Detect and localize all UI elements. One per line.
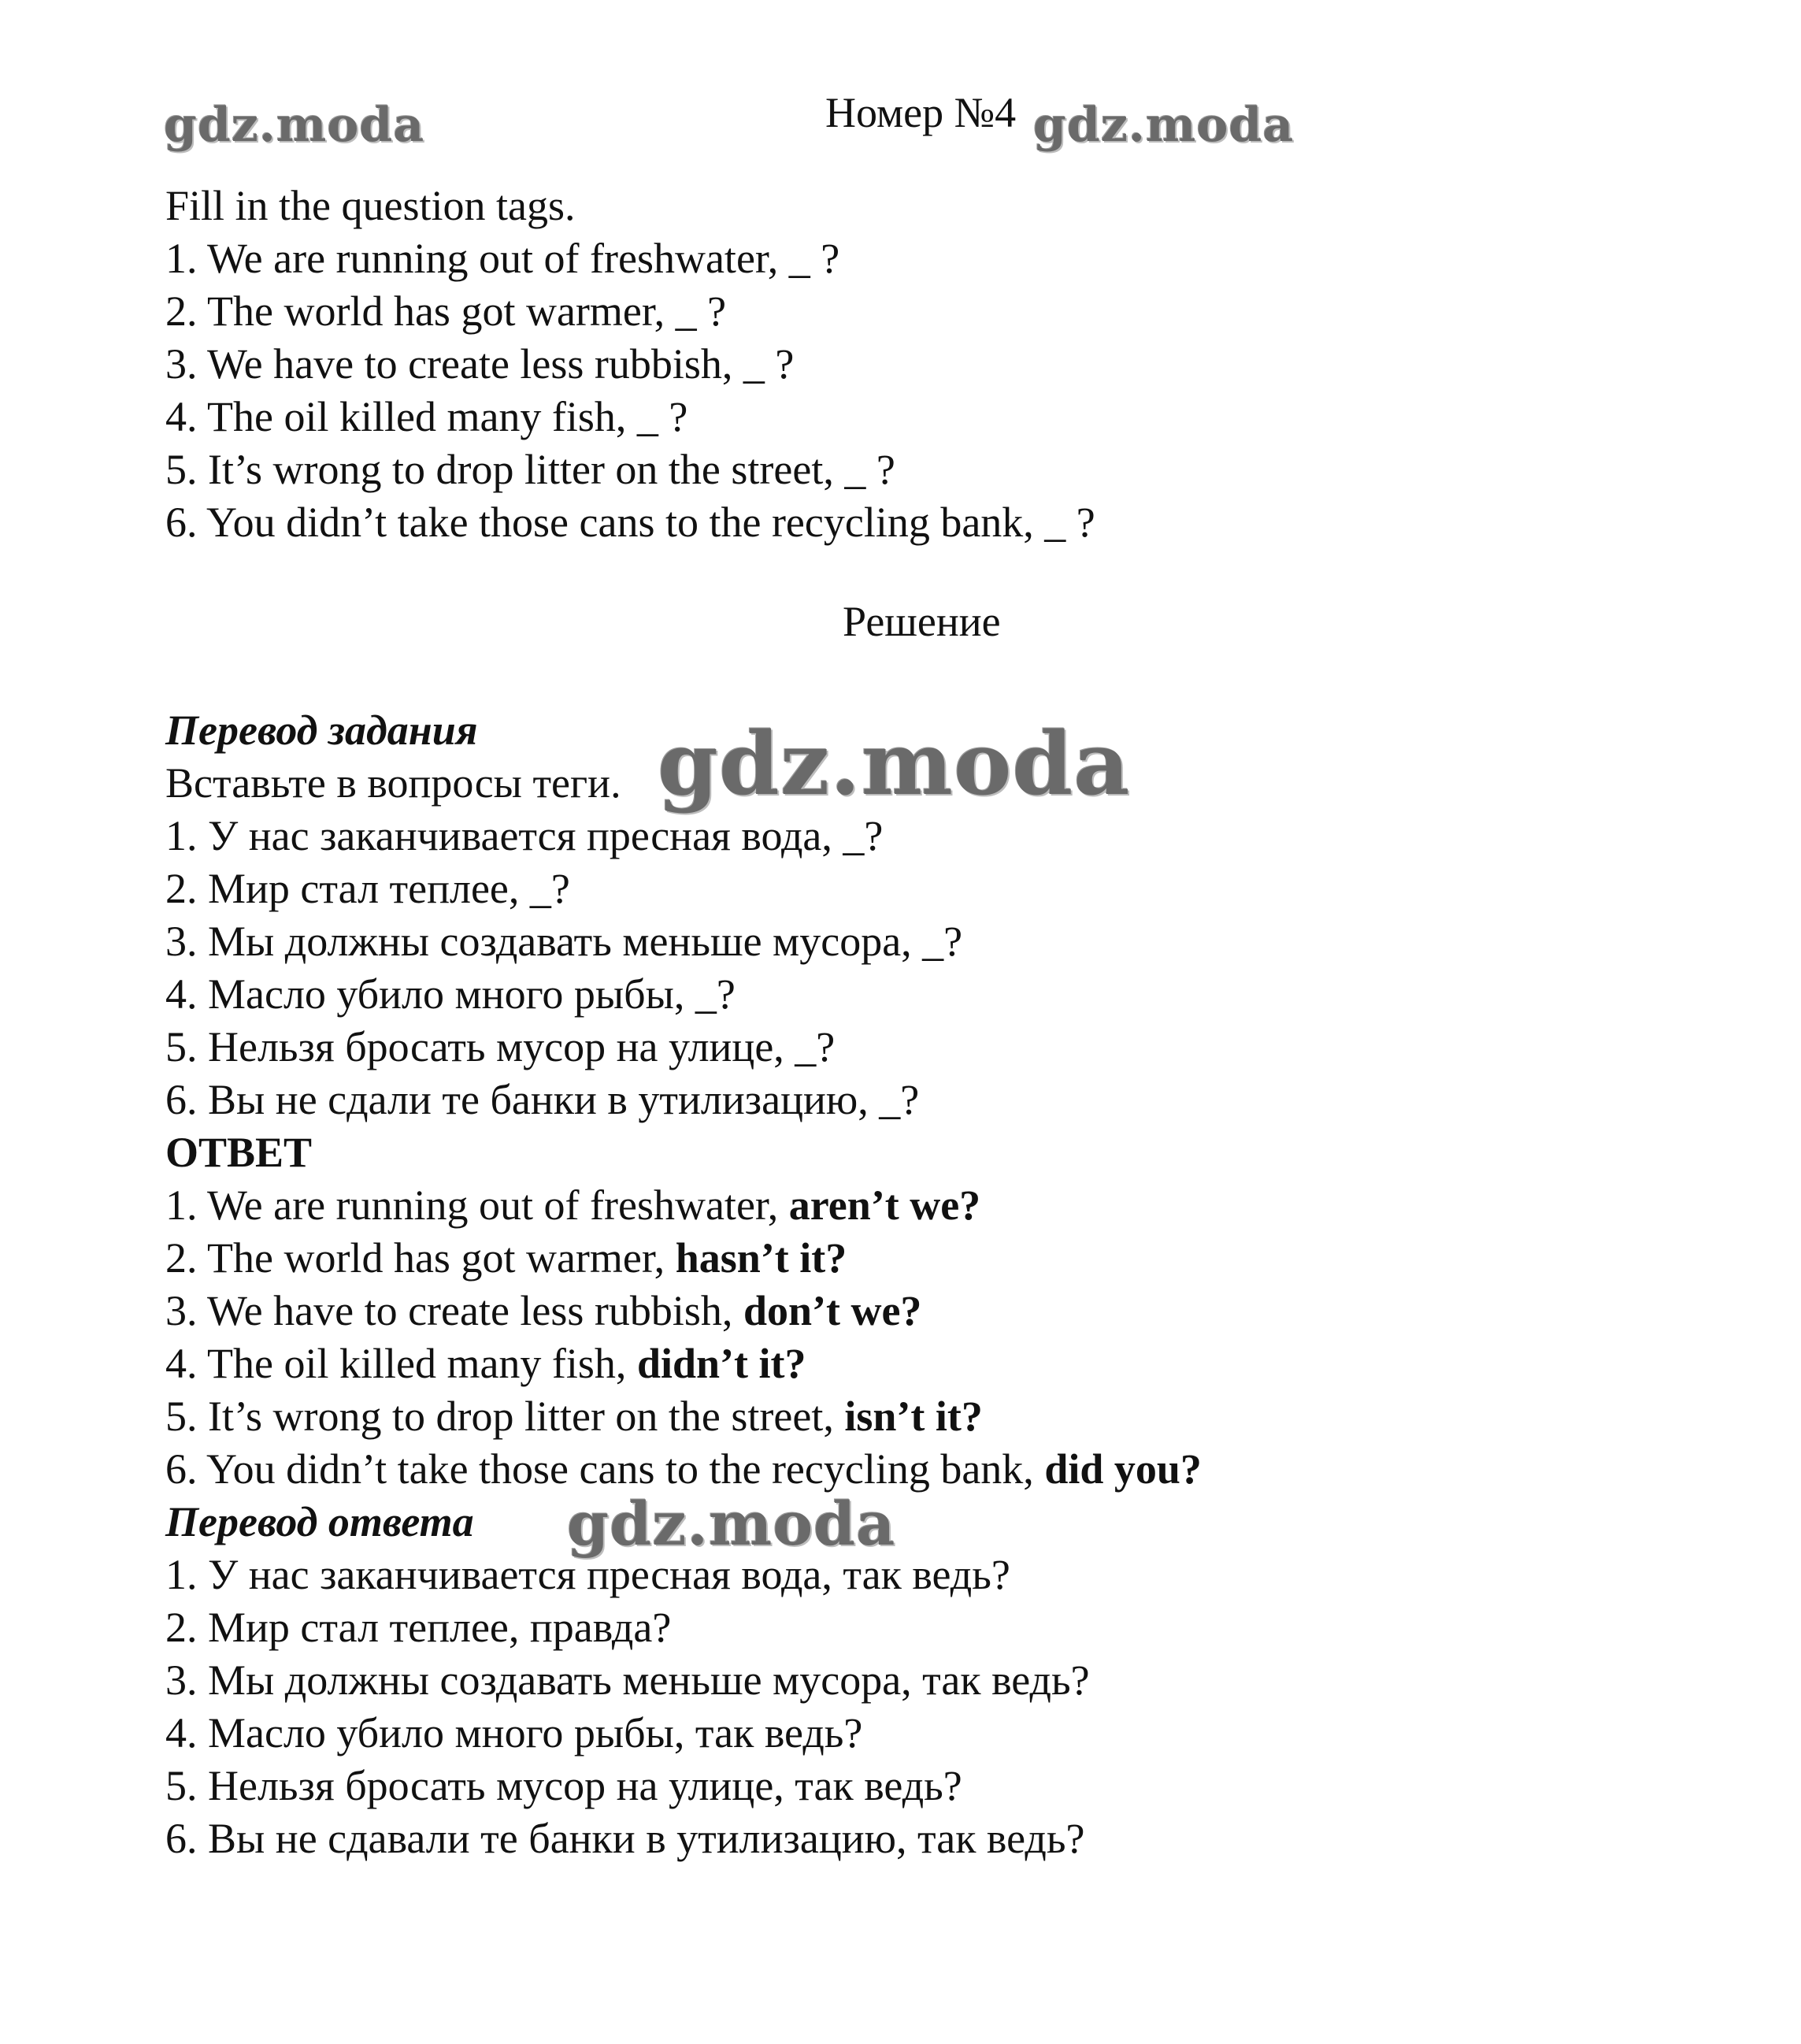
answer-item-tag: don’t we? xyxy=(743,1287,922,1334)
watermark-logo: gdz.moda xyxy=(164,98,425,153)
task-item: 3. We have to create less rubbish, _ ? xyxy=(165,340,795,388)
answer-translation-item: 6. Вы не сдавали те банки в утилизацию, так ведь? xyxy=(165,1815,1085,1862)
watermark-logo: gdz.moda xyxy=(567,1489,896,1559)
task-item: 5. It’s wrong to drop litter on the street, _ ? xyxy=(165,446,895,493)
watermark-logo: gdz.moda xyxy=(1033,98,1295,153)
task-item: 6. You didn’t take those cans to the recycling bank, _ ? xyxy=(165,499,1095,546)
answer-item-text: 1. We are running out of freshwater, xyxy=(165,1182,789,1229)
answer-item-tag: aren’t we? xyxy=(788,1182,981,1229)
answer-item-text: 2. The world has got warmer, xyxy=(165,1234,676,1282)
answer-item-tag: isn’t it? xyxy=(844,1393,983,1440)
answer-item-tag: did you? xyxy=(1044,1445,1202,1493)
solution-title: Решение xyxy=(843,598,1001,645)
answer-item-text: 4. The oil killed many fish, xyxy=(165,1340,637,1387)
task-translation-item: 3. Мы должны создавать меньше мусора, _? xyxy=(165,918,963,965)
answer-item xyxy=(165,1337,806,1389)
answer-item xyxy=(165,1285,921,1337)
answer-item xyxy=(165,1232,847,1284)
answer-translation-item: 5. Нельзя бросать мусор на улице, так ведь? xyxy=(165,1762,962,1809)
answer-translation-item: 1. У нас заканчивается пресная вода, так ведь? xyxy=(165,1551,1010,1598)
answer-item xyxy=(165,1179,980,1231)
task-translation-item: 5. Нельзя бросать мусор на улице, _? xyxy=(165,1023,836,1070)
answer-translation-item: 3. Мы должны создавать меньше мусора, так ведь? xyxy=(165,1656,1090,1704)
task-item: 4. The oil killed many fish, _ ? xyxy=(165,393,688,440)
answer-item xyxy=(165,1390,983,1442)
task-number: Номер №4 xyxy=(825,89,1017,136)
task-item: 1. We are running out of freshwater, _ ? xyxy=(165,235,840,282)
task-translation-item: 1. У нас заканчивается пресная вода, _? xyxy=(165,812,884,859)
task-translation-item: 2. Мир стал теплее, _? xyxy=(165,865,570,912)
task-translation-instruction: Вставьте в вопросы теги. xyxy=(165,759,621,807)
answer-translation-item: 2. Мир стал теплее, правда? xyxy=(165,1604,672,1651)
task-item: 2. The world has got warmer, _ ? xyxy=(165,287,727,335)
task-translation-item: 6. Вы не сдали те банки в утилизацию, _? xyxy=(165,1076,920,1123)
answer-item-tag: hasn’t it? xyxy=(675,1234,847,1282)
watermark-logo: gdz.moda xyxy=(658,713,1131,814)
answer-item-text: 3. We have to create less rubbish, xyxy=(165,1287,743,1334)
task-instruction: Fill in the question tags. xyxy=(165,182,576,229)
answer-item xyxy=(165,1443,1202,1495)
answer-translation-heading: Перевод ответа xyxy=(165,1498,474,1545)
task-translation-item: 4. Масло убило много рыбы, _? xyxy=(165,970,736,1018)
answer-translation-item: 4. Масло убило много рыбы, так ведь? xyxy=(165,1709,863,1757)
task-translation-heading: Перевод задания xyxy=(165,707,478,754)
answer-item-tag: didn’t it? xyxy=(636,1340,806,1387)
answer-item-text: 5. It’s wrong to drop litter on the street, xyxy=(165,1393,845,1440)
answer-heading: ОТВЕТ xyxy=(165,1129,313,1176)
answer-item-text: 6. You didn’t take those cans to the recycling bank, xyxy=(165,1445,1045,1493)
